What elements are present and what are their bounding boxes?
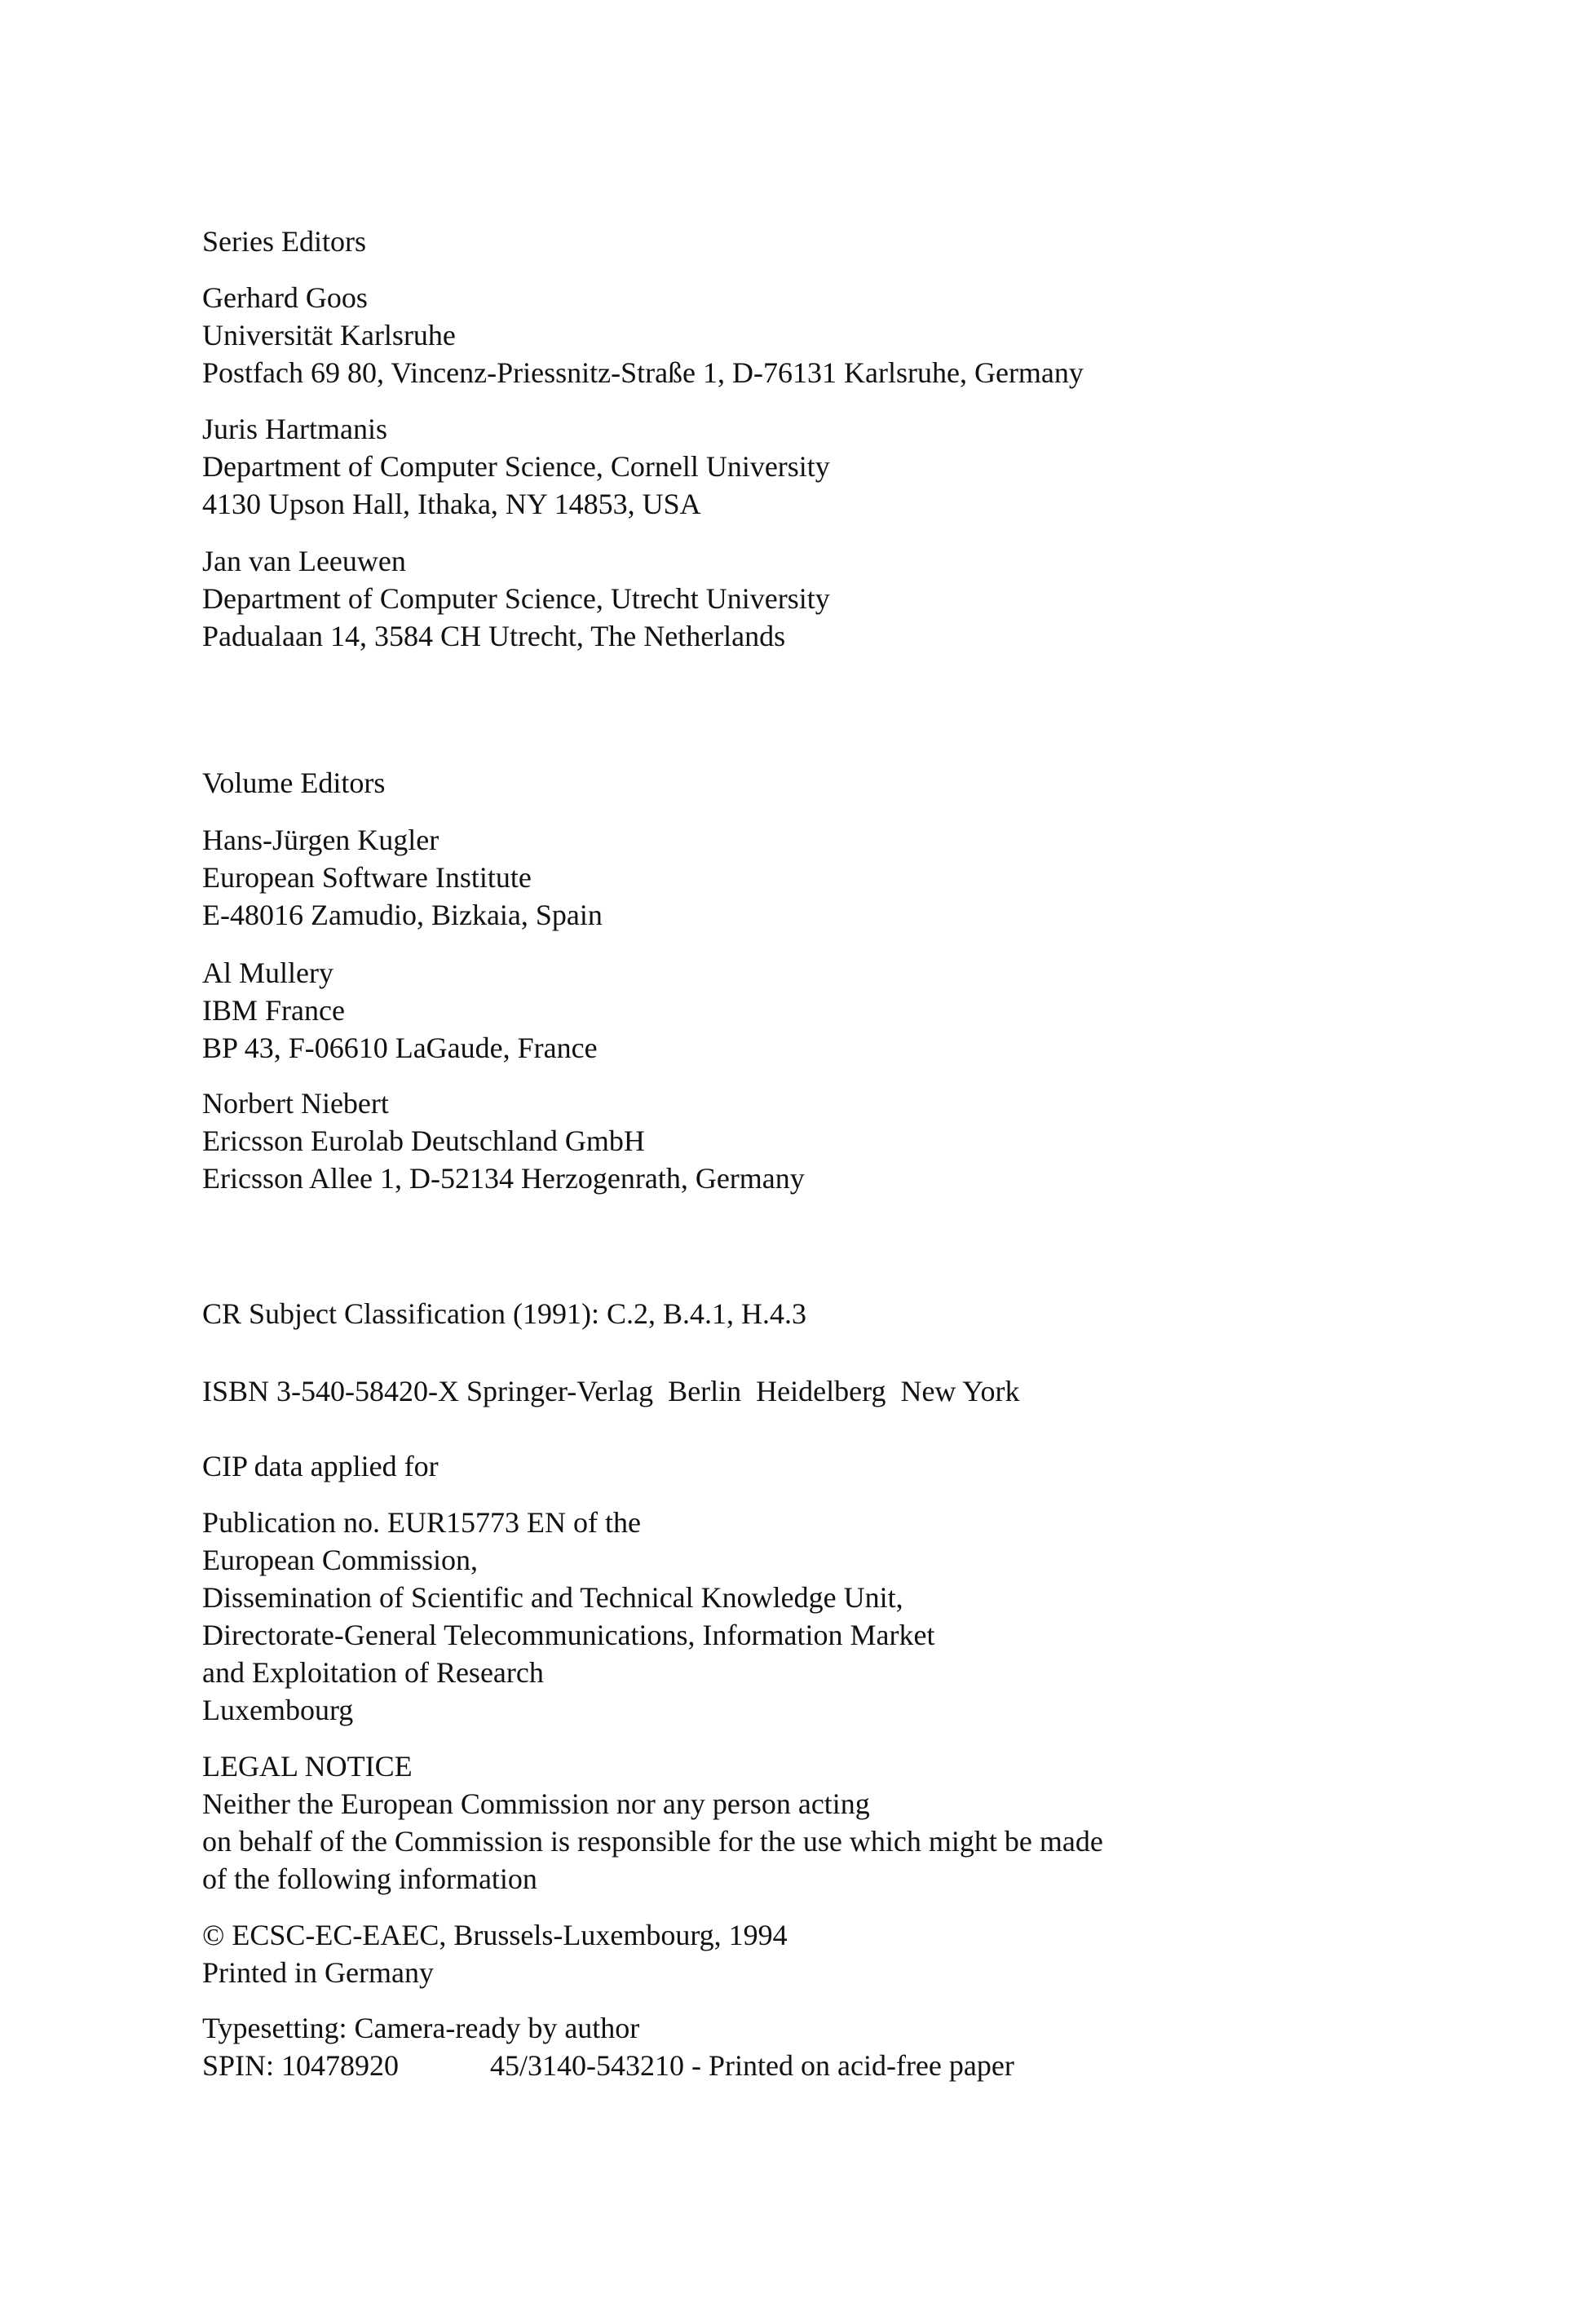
spin-number: SPIN: 10478920: [202, 2049, 400, 2082]
editor-name: Jan van Leeuwen: [202, 545, 406, 577]
editor-affiliation: Department of Computer Science, Cornell University: [202, 450, 830, 483]
legal-notice: LEGAL NOTICE Neither the European Commission nor any person acting on behalf of the Commission is responsible for the use which might be made of the following information: [202, 1747, 1103, 1898]
production-info: [202, 2009, 1014, 2084]
series-editors-heading: Series Editors: [202, 225, 366, 258]
volume-editor-niebert: [202, 1085, 805, 1197]
publication-info: Publication no. EUR15773 EN of the European Commission, Dissemination of Scientific and Technical Knowledge Unit, Directorate-General Telecommunications, Information Market and Exploitation of Research Luxembourg: [202, 1506, 935, 1726]
editor-affiliation: Ericsson Eurolab Deutschland GmbH: [202, 1124, 645, 1157]
editor-affiliation: Department of Computer Science, Utrecht University: [202, 582, 830, 615]
editor-affiliation: Universität Karlsruhe: [202, 319, 456, 351]
spin-line: [202, 2047, 1014, 2084]
isbn-line: ISBN 3-540-58420-X Springer-Verlag Berlin Heidelberg New York: [202, 1375, 1020, 1407]
editor-affiliation: European Software Institute: [202, 861, 532, 894]
typesetting-line: Typesetting: Camera-ready by author: [202, 2012, 640, 2044]
editor-address: Padualaan 14, 3584 CH Utrecht, The Netherlands: [202, 620, 786, 652]
editor-name: Gerhard Goos: [202, 281, 368, 314]
editor-address: Postfach 69 80, Vincenz-Priessnitz-Straße 1, D-76131 Karlsruhe, Germany: [202, 356, 1084, 389]
series-editor-van-leeuwen: [202, 542, 830, 655]
copyright-notice: © ECSC-EC-EAEC, Brussels-Luxembourg, 1994 Printed in Germany: [202, 1919, 788, 1989]
editor-name: Juris Hartmanis: [202, 413, 387, 445]
volume-editors-heading: Volume Editors: [202, 767, 386, 799]
editor-address: Ericsson Allee 1, D-52134 Herzogenrath, Germany: [202, 1162, 805, 1195]
cip-data: CIP data applied for: [202, 1450, 439, 1482]
editor-address: E-48016 Zamudio, Bizkaia, Spain: [202, 899, 603, 931]
series-editor-goos: [202, 279, 1084, 391]
editor-name: Al Mullery: [202, 957, 333, 989]
editor-name: Norbert Niebert: [202, 1087, 389, 1120]
editor-address: 4130 Upson Hall, Ithaka, NY 14853, USA: [202, 488, 701, 520]
editor-affiliation: IBM France: [202, 994, 345, 1027]
editor-address: BP 43, F-06610 LaGaude, France: [202, 1032, 598, 1064]
print-code: 45/3140-543210 - Printed on acid-free paper: [490, 2049, 1014, 2082]
legal-notice-heading: LEGAL NOTICE: [202, 1750, 413, 1783]
volume-editor-kugler: [202, 821, 603, 934]
editor-name: Hans-Jürgen Kugler: [202, 824, 439, 856]
cr-subject-classification: CR Subject Classification (1991): C.2, B.4.1, H.4.3: [202, 1297, 806, 1330]
series-editor-hartmanis: [202, 410, 830, 523]
volume-editor-mullery: [202, 954, 598, 1067]
